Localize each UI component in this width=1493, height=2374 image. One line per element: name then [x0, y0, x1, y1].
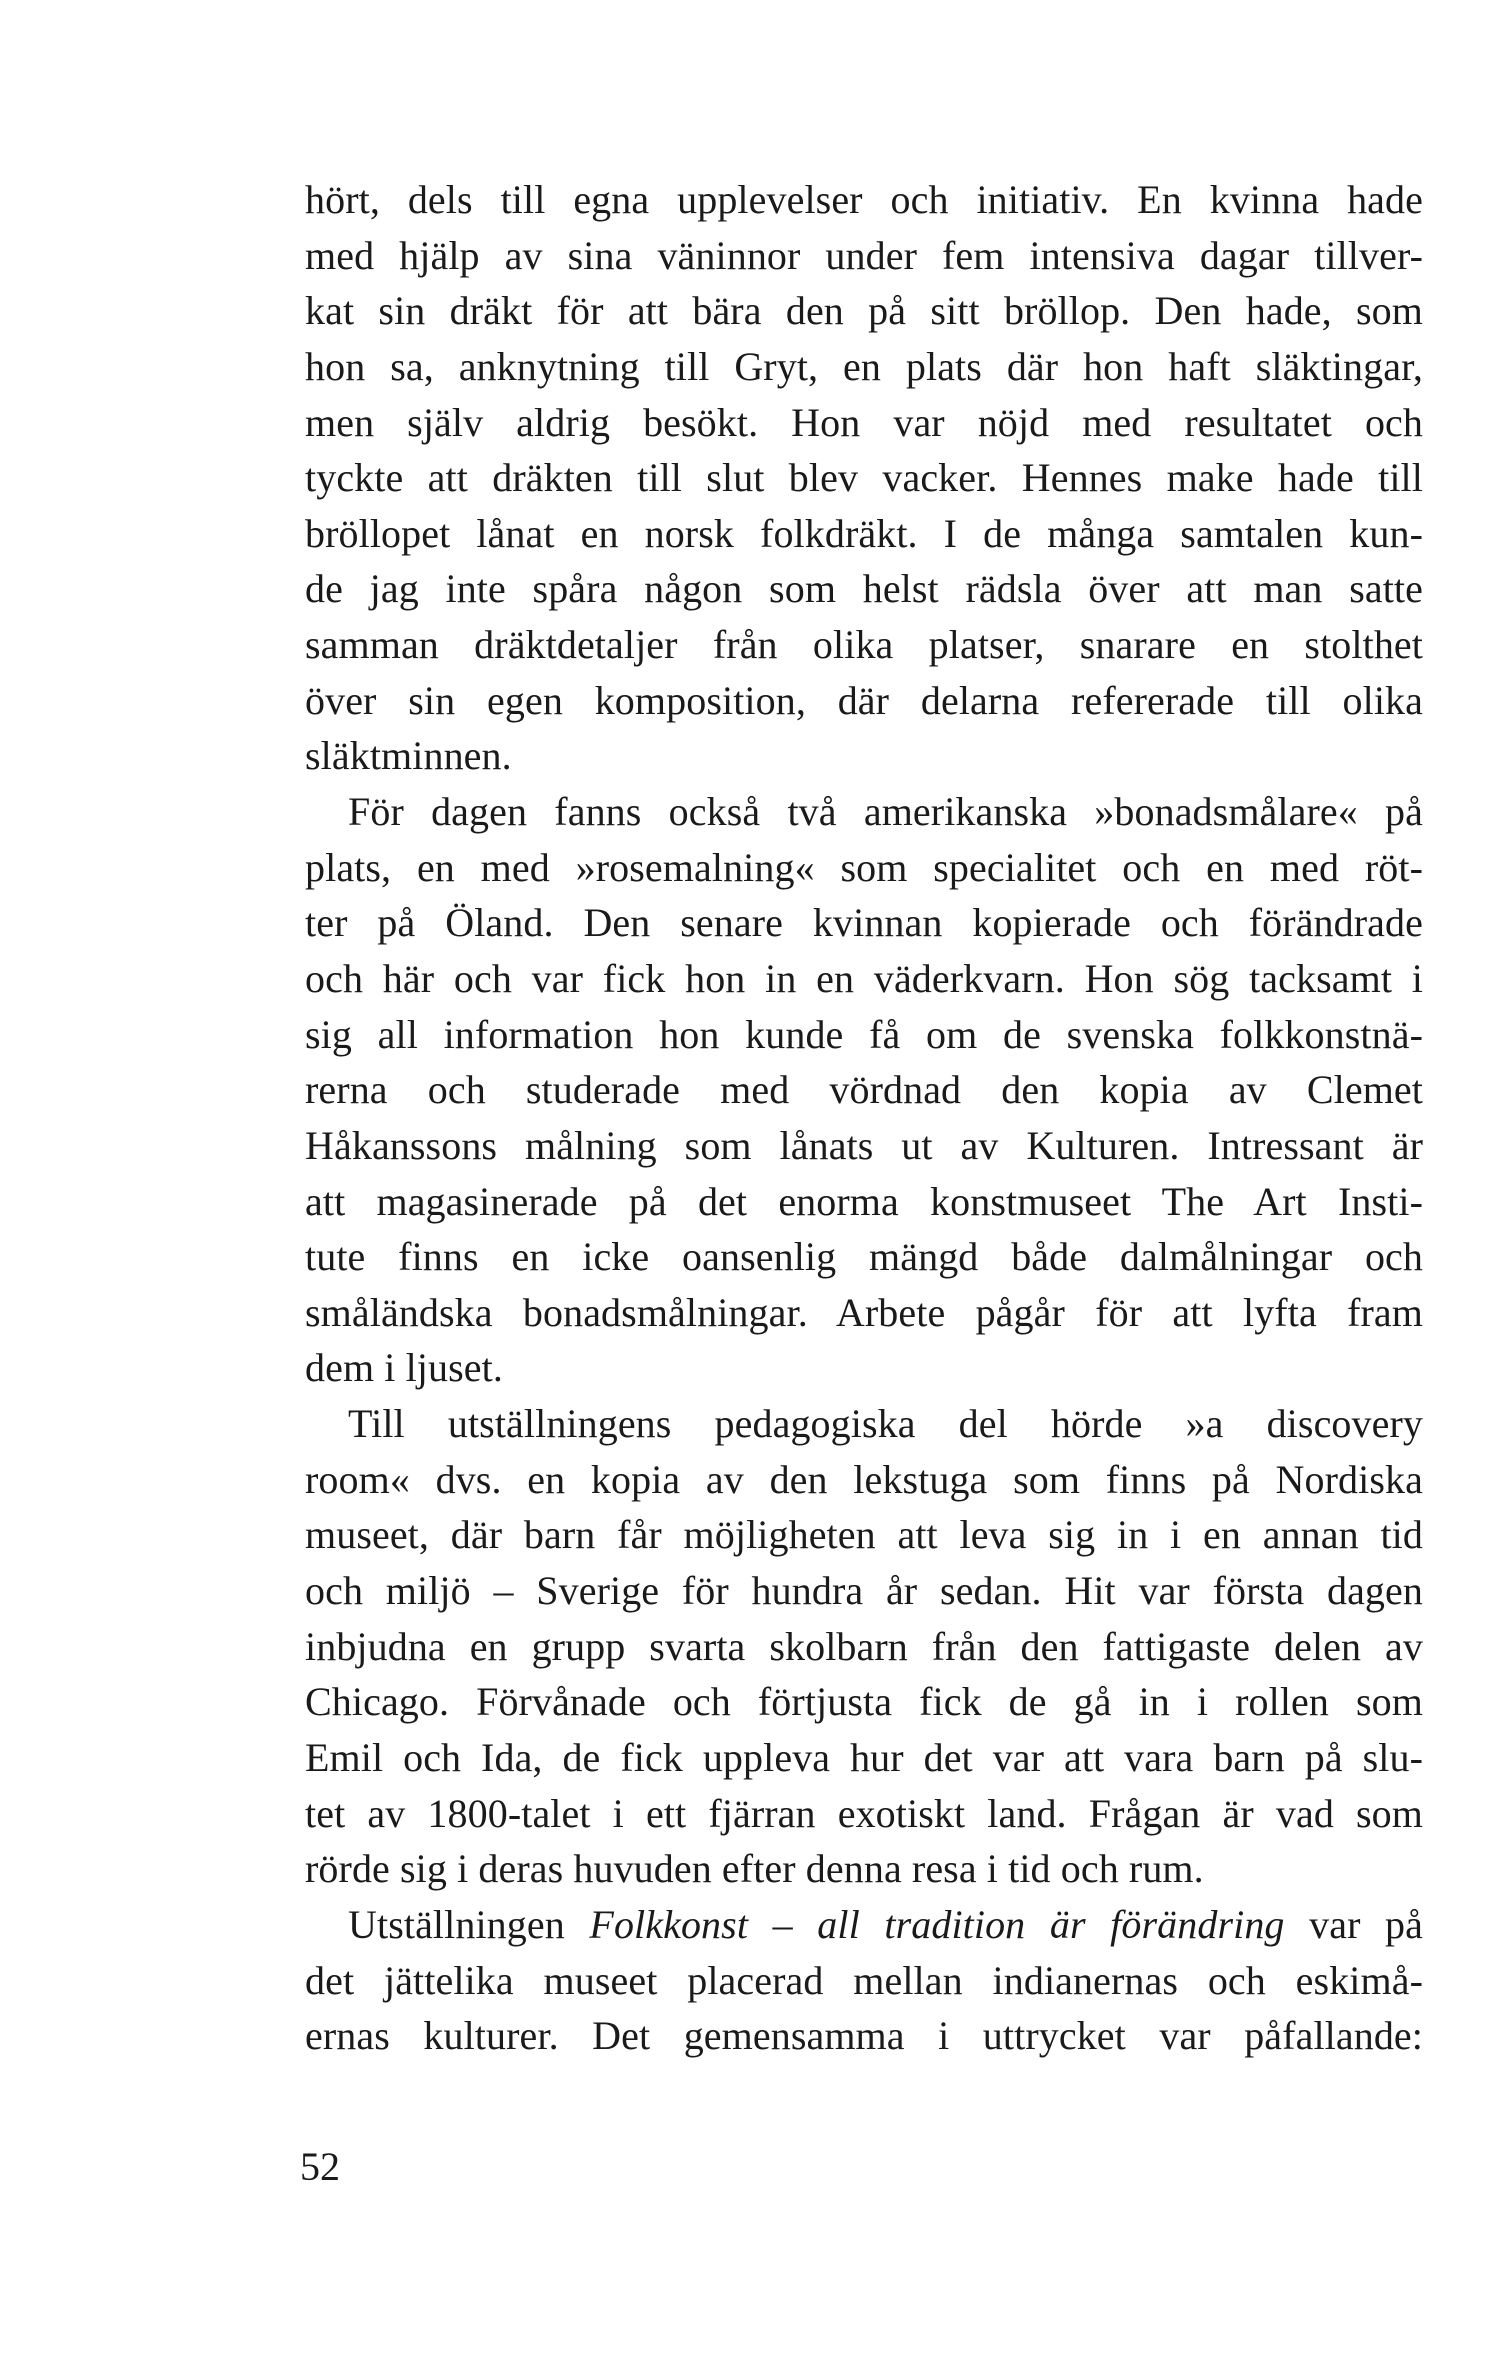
text-line: hon sa, anknytning till Gryt, en plats där hon haft släktingar,: [305, 343, 1423, 389]
text-line: dem i ljuset.: [305, 1345, 503, 1391]
text-line: tute finns en icke oansenlig mängd både dalmålningar och: [305, 1234, 1423, 1280]
text-run: var på: [1284, 1901, 1424, 1947]
body-text: [305, 172, 1423, 2064]
text-line: tet av 1800-talet i ett fjärran exotiskt land. Frågan är vad som: [305, 1790, 1423, 1836]
text-line: hört, dels till egna upplevelser och initiativ. En kvinna hade: [305, 177, 1423, 222]
text-line: kat sin dräkt för att bära den på sitt bröllop. Den hade, som: [305, 288, 1423, 334]
text-line: det jättelika museet placerad mellan indianernas och eskimå-: [305, 1957, 1423, 2003]
text-line: inbjudna en grupp svarta skolbarn från den fattigaste delen av: [305, 1623, 1423, 1669]
text-line: tyckte att dräkten till slut blev vacker. Hennes make hade till: [305, 455, 1423, 501]
text-line: men själv aldrig besökt. Hon var nöjd med resultatet och: [305, 399, 1423, 445]
text-line: Emil och Ida, de fick uppleva hur det var att vara barn på slu-: [305, 1734, 1423, 1780]
text-line: att magasinerade på det enorma konstmuseet The Art Insti-: [305, 1178, 1423, 1224]
paragraph-start-line: För dagen fanns också två amerikanska »bonadsmålare« på: [348, 789, 1423, 835]
text-line: museet, där barn får möjligheten att leva sig in i en annan tid: [305, 1512, 1423, 1558]
page-number: 52: [300, 2144, 340, 2189]
text-line: plats, en med »rosemalning« som specialitet och en med röt-: [305, 844, 1423, 890]
text-line: och här och var fick hon in en väderkvarn. Hon sög tacksamt i: [305, 955, 1423, 1001]
paragraph-start-line: Till utställningens pedagogiska del hörde »a discovery: [348, 1401, 1423, 1447]
text-line: småländska bonadsmålningar. Arbete pågår för att lyfta fram: [305, 1289, 1423, 1335]
exhibition-title-italic: Folkkonst – all tradition är förändring: [589, 1901, 1285, 1947]
text-line: de jag inte spåra någon som helst rädsla över att man satte: [305, 566, 1423, 612]
text-line: sig all information hon kunde få om de svenska folkkonstnä-: [305, 1011, 1423, 1057]
text-line: Chicago. Förvånade och förtjusta fick de gå in i rollen som: [305, 1679, 1423, 1725]
text-run: Utställningen: [348, 1901, 590, 1947]
text-line: rörde sig i deras huvuden efter denna resa i tid och rum.: [305, 1846, 1204, 1892]
text-line: släktminnen.: [305, 733, 512, 779]
text-line: samman dräktdetaljer från olika platser, snarare en stolthet: [305, 622, 1423, 668]
text-line: och miljö – Sverige för hundra år sedan. Hit var första dagen: [305, 1568, 1423, 1614]
text-line: rerna och studerade med vördnad den kopia av Clemet: [305, 1067, 1423, 1113]
text-line: ernas kulturer. Det gemensamma i uttrycket var påfallande:: [305, 2013, 1423, 2059]
text-line: över sin egen komposition, där delarna refererade till olika: [305, 677, 1423, 723]
text-line: med hjälp av sina väninnor under fem intensiva dagar tillver-: [305, 232, 1423, 278]
text-line: bröllopet lånat en norsk folkdräkt. I de många samtalen kun-: [305, 510, 1423, 556]
text-line: Håkanssons målning som lånats ut av Kulturen. Intressant är: [305, 1122, 1423, 1168]
paragraph-start-line: [305, 1897, 1423, 1953]
text-line: room« dvs. en kopia av den lekstuga som finns på Nordiska: [305, 1456, 1423, 1502]
text-line: ter på Öland. Den senare kvinnan kopierade och förändrade: [305, 900, 1423, 946]
